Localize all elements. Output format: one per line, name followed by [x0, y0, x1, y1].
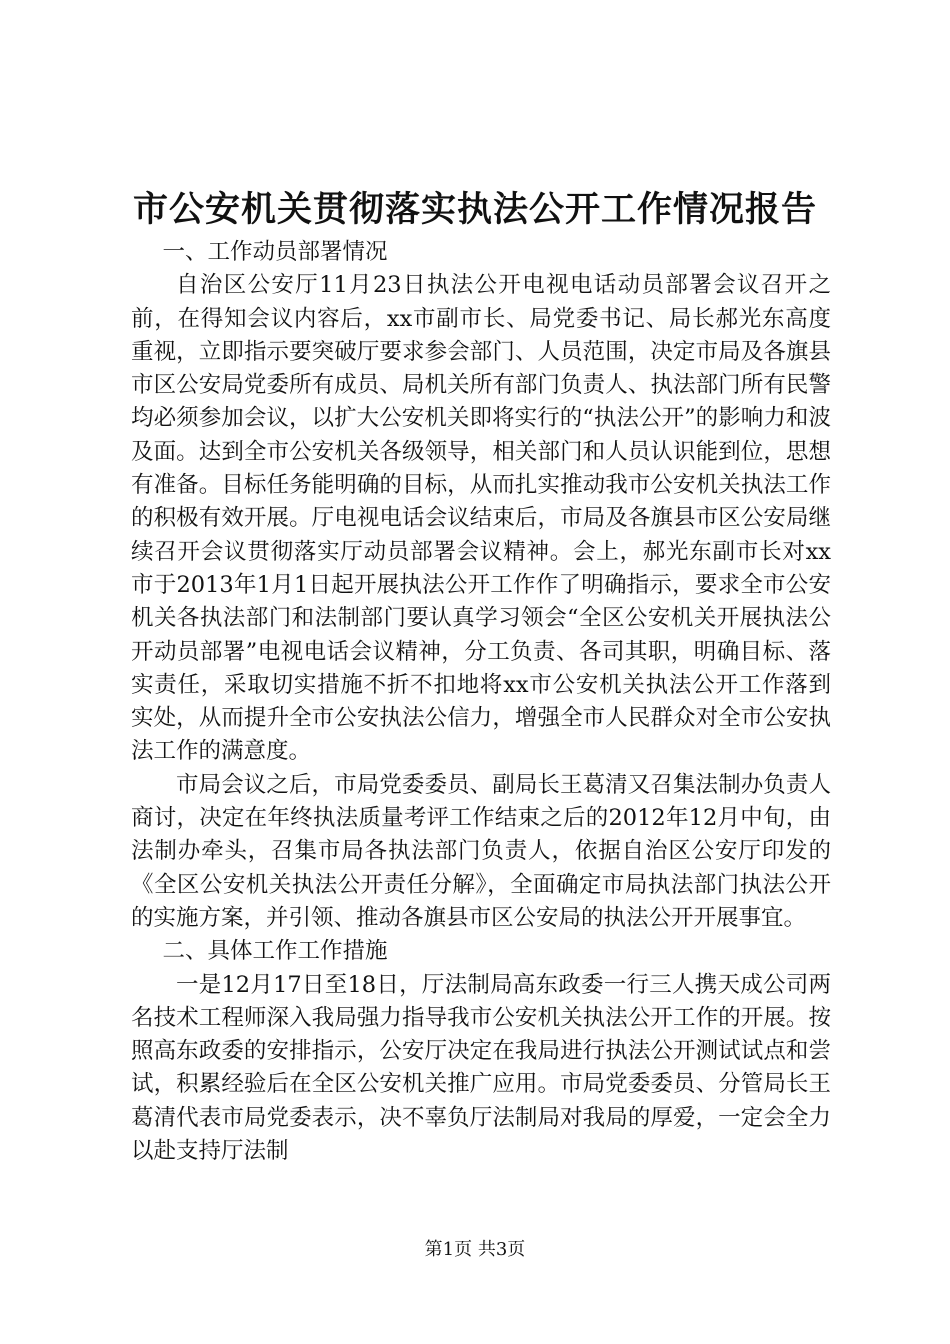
page-number-footer: 第1页 共3页	[424, 1239, 526, 1260]
section-heading-2: 二、具体工作工作措施	[162, 938, 388, 965]
paragraph-2: 市局会议之后，市局党委委员、副局长王葛清又召集法制办负责人商讨，决定在年终执法质量考评工作结束之后的2012年12月中旬，由法制办牵头，召集市局各执法部门负责人，依据自治区公安厅印发的《全区公安机关执法公开责任分解》，全面确定市局执法部门执法公开的实施方案，并引领、推动各旗县市区公安局的执法公开开展事宜。	[131, 771, 831, 931]
section-heading-1: 一、工作动员部署情况	[162, 239, 388, 265]
document-title: 市公安机关贯彻落实执法公开工作情况报告	[132, 189, 817, 230]
paragraph-3: 一是12月17日至18日，厅法制局高东政委一行三人携天成公司两名技术工程师深入我局强力指导我市公安机关执法公开工作的开展。按照高东政委的安排指示，公安厅决定在我局进行执法公开测试试点和尝试，积累经验后在全区公安机关推广应用。市局党委委员、分管局长王葛清代表市局党委表示，决不辜负厅法制局对我局的厚爱，一定会全力以赴支持厅法制	[131, 971, 831, 1165]
document-body	[131, 236, 831, 1168]
paragraph-1: 自治区公安厅11月23日执法公开电视电话动员部署会议召开之前，在得知会议内容后，xx市副市长、局党委书记、局长郝光东高度重视，立即指示要突破厅要求参会部门、人员范围，决定市局及各旗县市区公安局党委所有成员、局机关所有部门负责人、执法部门所有民警均必须参加会议，以扩大公安机关即将实行的“执法公开”的影响力和波及面。达到全市公安机关各级领导，相关部门和人员认识能到位，思想有准备。目标任务能明确的目标，从而扎实推动我市公安机关执法工作的积极有效开展。厅电视电话会议结束后，市局及各旗县市区公安局继续召开会议贯彻落实厅动员部署会议精神。会上，郝光东副市长对xx市于2013年1月1日起开展执法公开工作作了明确指示，要求全市公安机关各执法部门和法制部门要认真学习领会“全区公安机关开展执法公开动员部署”电视电话会议精神，分工负责、各司其职，明确目标、落实责任，采取切实措施不折不扣地将xx市公安机关执法公开工作落到实处，从而提升全市公安执法公信力，增强全市人民群众对全市公安执法工作的满意度。	[131, 272, 831, 765]
